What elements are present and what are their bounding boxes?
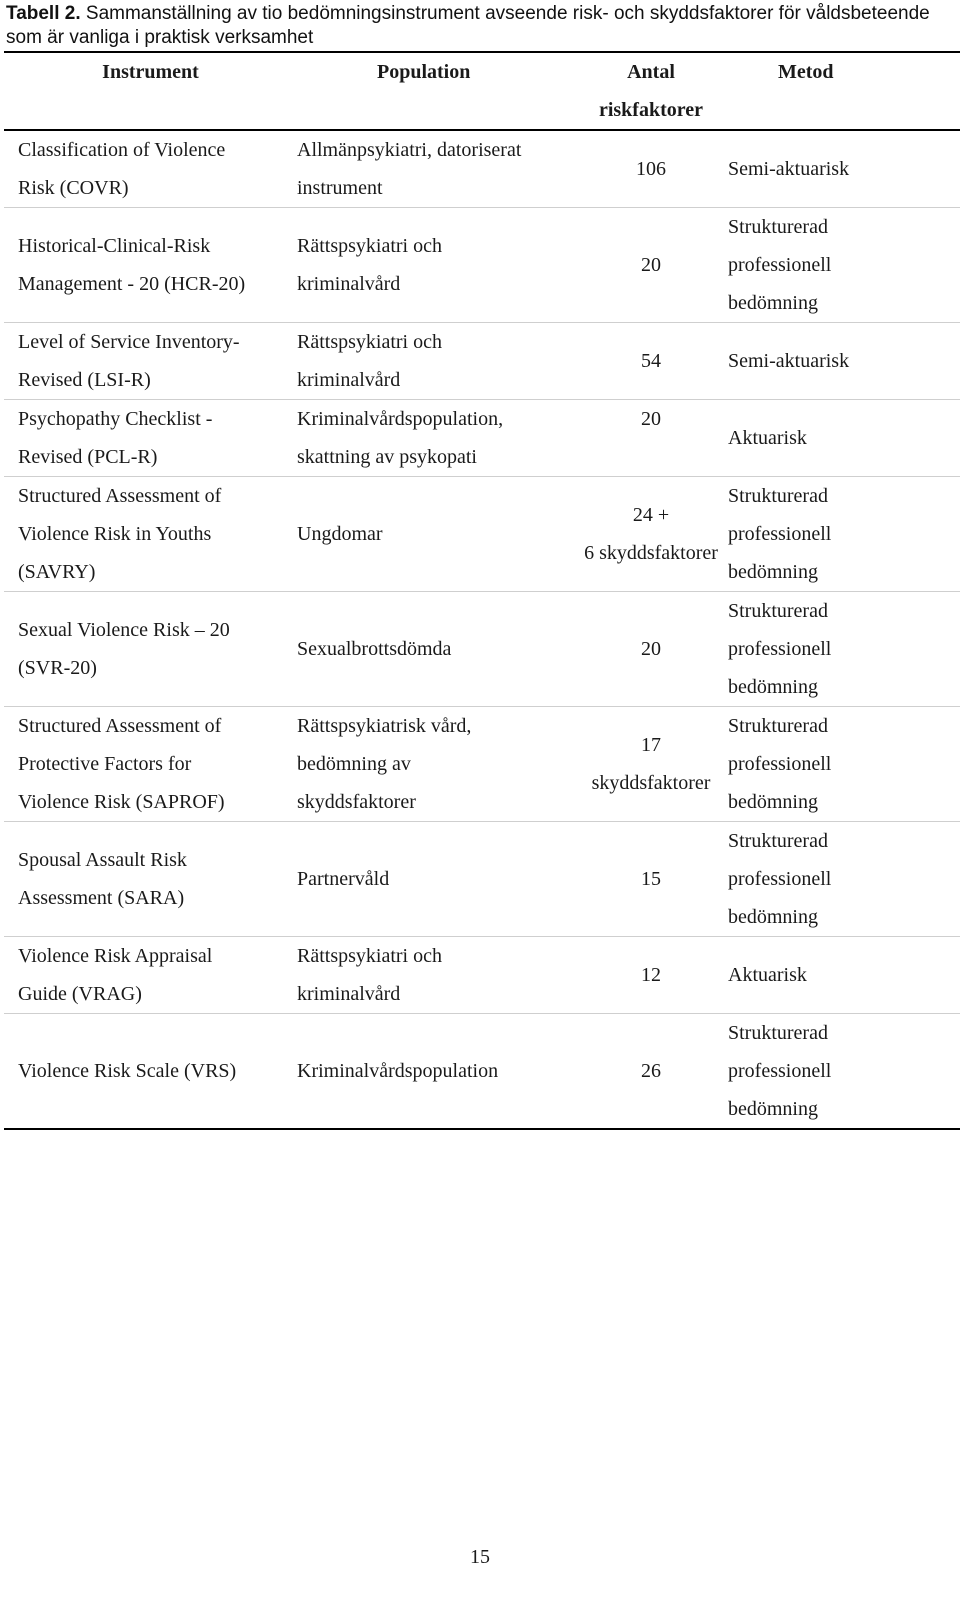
cell-instrument: Spousal Assault Risk Assessment (SARA)	[4, 822, 297, 937]
table-row	[4, 822, 960, 937]
cell-metod: Strukturerad professionell bedömning	[728, 822, 960, 937]
cell-instrument: Historical-Clinical-Risk Management - 20 (HCR-20)	[4, 208, 297, 323]
cell-instrument: Classification of Violence Risk (COVR)	[4, 130, 297, 208]
table-row	[4, 477, 960, 592]
cell-instrument: Structured Assessment of Violence Risk in Youths (SAVRY)	[4, 477, 297, 592]
cell-antal: 26	[574, 1014, 728, 1130]
cell-antal: 20	[574, 208, 728, 323]
cell-population: Allmänpsykiatri, datoriserat instrument	[297, 130, 574, 208]
cell-metod: Aktuarisk	[728, 400, 960, 477]
cell-instrument: Level of Service Inventory- Revised (LSI-R)	[4, 323, 297, 400]
table-row	[4, 1014, 960, 1130]
cell-metod: Strukturerad professionell bedömning	[728, 208, 960, 323]
cell-antal: 24 + 6 skyddsfaktorer	[574, 477, 728, 592]
cell-population: Rättspsykiatri och kriminalvård	[297, 937, 574, 1014]
cell-metod: Strukturerad professionell bedömning	[728, 707, 960, 822]
cell-population: Sexualbrottsdömda	[297, 592, 574, 707]
cell-instrument: Violence Risk Scale (VRS)	[4, 1014, 297, 1130]
cell-instrument: Violence Risk Appraisal Guide (VRAG)	[4, 937, 297, 1014]
cell-population: Kriminalvårdspopulation	[297, 1014, 574, 1130]
cell-antal: 20	[574, 400, 728, 477]
table-row	[4, 130, 960, 208]
cell-population: Rättspsykiatri och kriminalvård	[297, 208, 574, 323]
cell-metod: Aktuarisk	[728, 937, 960, 1014]
cell-antal: 12	[574, 937, 728, 1014]
cell-metod: Strukturerad professionell bedömning	[728, 592, 960, 707]
cell-antal: 17 skyddsfaktorer	[574, 707, 728, 822]
header-antal-riskfaktorer: Antal riskfaktorer	[598, 61, 704, 121]
cell-population: Rättspsykiatrisk vård, bedömning av skyddsfaktorer	[297, 707, 574, 822]
table-caption-label: Tabell 2.	[6, 3, 81, 24]
page-number: 15	[470, 1546, 490, 1568]
table-row	[4, 707, 960, 822]
cell-antal: 106	[574, 130, 728, 208]
header-population: Population	[377, 61, 471, 83]
table-caption	[6, 2, 946, 50]
table-row	[4, 937, 960, 1014]
table-row	[4, 400, 960, 477]
cell-population: Ungdomar	[297, 477, 574, 592]
cell-metod: Semi-aktuarisk	[728, 130, 960, 208]
table-row	[4, 323, 960, 400]
table-row	[4, 592, 960, 707]
cell-metod: Strukturerad professionell bedömning	[728, 1014, 960, 1130]
cell-population: Partnervåld	[297, 822, 574, 937]
cell-instrument: Sexual Violence Risk – 20 (SVR-20)	[4, 592, 297, 707]
cell-instrument: Psychopathy Checklist - Revised (PCL-R)	[4, 400, 297, 477]
cell-instrument: Structured Assessment of Protective Factors for Violence Risk (SAPROF)	[4, 707, 297, 822]
header-metod: Metod	[778, 61, 834, 83]
cell-population: Rättspsykiatri och kriminalvård	[297, 323, 574, 400]
table-header-row	[4, 52, 960, 130]
cell-population: Kriminalvårdspopulation, skattning av psykopati	[297, 400, 574, 477]
table-caption-text: Sammanställning av tio bedömningsinstrument avseende risk- och skyddsfaktorer för våldsbeteende som är vanliga i praktisk verksamhet	[6, 3, 930, 48]
header-instrument: Instrument	[102, 61, 199, 83]
table-row	[4, 208, 960, 323]
cell-antal: 54	[574, 323, 728, 400]
cell-antal: 15	[574, 822, 728, 937]
cell-metod: Strukturerad professionell bedömning	[728, 477, 960, 592]
cell-metod: Semi-aktuarisk	[728, 323, 960, 400]
instrument-table	[4, 51, 960, 1130]
cell-antal: 20	[574, 592, 728, 707]
